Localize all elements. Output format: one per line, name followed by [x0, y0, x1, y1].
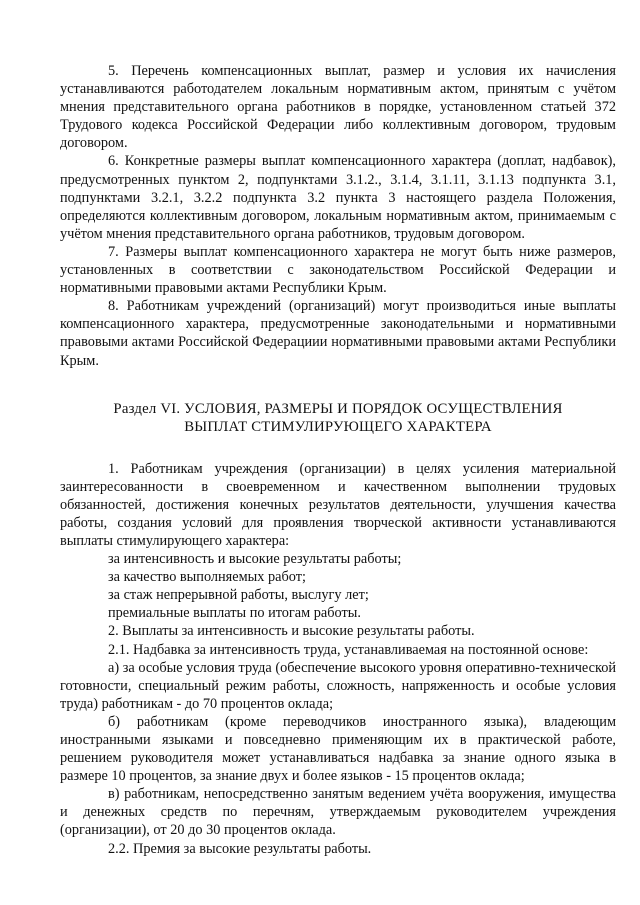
section-intro-paragraph: 1. Работникам учреждения (организации) в целях усиления материальной заинтересованности в своевременном и качественном выполнении трудовых обязанностей, достижения конечных результатов деятельности, улучшения качества работы, создания условий для проявления творческой активности устанавливаются выплаты стимулирующего характера:	[60, 460, 616, 549]
paragraph-6: 6. Конкретные размеры выплат компенсационного характера (доплат, надбавок), предусмотренных пунктом 2, подпунктами 3.1.2., 3.1.4, 3.1.11, 3.1.13 подпункта 3.1, подпунктами 3.2.1, 3.2.2 подпункта 3.2 пункта 3 настоящего раздела Положения, определяются коллективным договором, локальным нормативным актом, принимаемым с учётом мнения представительного органа работников, трудовым договором.	[60, 153, 616, 242]
paragraph-5: 5. Перечень компенсационных выплат, размер и условия их начисления устанавливаются работодателем локальным нормативным актом, принятым с учётом мнения представительного органа работников в порядке, установленном статьей 372 Трудового кодекса Российской Федерации либо коллективным договором, трудовым договором.	[60, 63, 616, 152]
list-item: за качество выполняемых работ;	[108, 569, 306, 586]
document-page	[60, 62, 616, 858]
list-item: за стаж непрерывной работы, выслугу лет;	[108, 587, 369, 604]
paragraph-2-2: 2.2. Премия за высокие результаты работы.	[108, 840, 372, 857]
paragraph-2-1: 2.1. Надбавка за интенсивность труда, устанавливаемая на постоянной основе:	[108, 641, 589, 658]
section-heading	[60, 400, 616, 436]
paragraph-2-1-a: а) за особые условия труда (обеспечение высокого уровня оперативно-технической готовности, специальный режим работы, сложность, напряженность и особые условия труда) работникам - до 70 процентов оклада;	[60, 659, 616, 712]
section-heading-line-2: ВЫПЛАТ СТИМУЛИРУЮЩЕГО ХАРАКТЕРА	[184, 418, 492, 435]
paragraph-2-1-v: в) работникам, непосредственно занятым ведением учёта вооружения, имущества и денежных средств по перечням, утверждаемым руководителем учреждения (организации), от 20 до 30 процентов оклада.	[60, 786, 616, 839]
paragraph-2-1-b: б) работникам (кроме переводчиков иностранного языка), владеющим иностранными языками и повседневно применяющим их в практической работе, решением руководителя может устанавливаться надбавка за знание одного языка в размере 10 процентов, за знание двух и более языков - 15 процентов оклада;	[60, 713, 616, 785]
paragraph-2: 2. Выплаты за интенсивность и высокие результаты работы.	[108, 623, 475, 640]
paragraph-7: 7. Размеры выплат компенсационного характера не могут быть ниже размеров, установленных в соответствии с законодательством Российской Федерации и нормативными правовыми актами Республики Крым.	[60, 243, 616, 297]
list-item: премиальные выплаты по итогам работы.	[108, 605, 361, 622]
paragraph-8: 8. Работникам учреждений (организаций) могут производиться иные выплаты компенсационного характера, предусмотренные законодательными и нормативными правовыми актами Российской Федерациии нормативными правовыми актами Республики Крым.	[60, 298, 616, 369]
list-item: за интенсивность и высокие результаты работы;	[108, 551, 402, 568]
section-heading-line-1: Раздел VI. УСЛОВИЯ, РАЗМЕРЫ И ПОРЯДОК ОСУЩЕСТВЛЕНИЯ	[113, 400, 563, 417]
